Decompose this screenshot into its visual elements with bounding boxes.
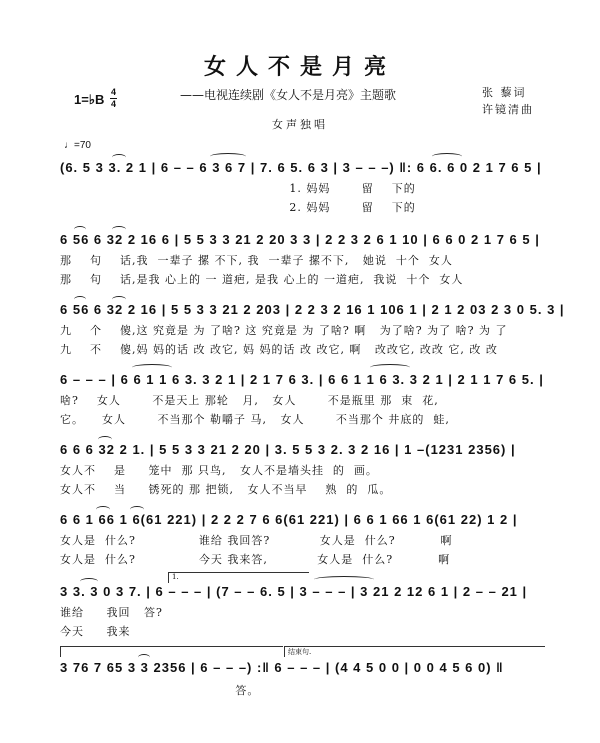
time-signature	[110, 88, 117, 109]
lyric-verse-1: 啥? 女人 不是天上 那轮 月, 女人 不是瓶里 那 束 花,	[60, 394, 439, 407]
tempo-marking: ♩=70	[64, 140, 91, 151]
time-denominator: 4	[110, 99, 116, 109]
notation-line: 3 3. 3 0 3 7. | 6 – – – | (7 – – 6. 5 | 3 – – – | 3 21 2 12 6 1 | 2 – – 21 |	[60, 584, 528, 599]
lyric-verse-1: 谁给 我回 答?	[60, 606, 163, 619]
song-subtitle: ——电视连续剧《女人不是月亮》主题歌	[180, 88, 397, 102]
slur	[370, 364, 410, 371]
repeat-bracket	[60, 646, 283, 657]
lyric-verse-2: 今天 我来	[60, 625, 131, 638]
lyric-verse-2: 女人不 当 锈死的 那 把锁, 女人不当早 熟 的 瓜。	[60, 483, 392, 496]
lyric-verse-2: 女人是 什么? 今天 我来答, 女人是 什么? 啊	[60, 553, 451, 566]
notation-line: 6 6 6 32 2 1. | 5 5 3 3 21 2 20 | 3. 5 5 3 2. 3 2 16 | 1 –(1231 2356) |	[60, 442, 516, 457]
notation-line: 6 56 6 32 2 16 | 5 5 3 3 21 2 203 | 2 2 3 2 16 1 106 1 | 2 1 2 03 2 3 0 5. 3 |	[60, 302, 565, 317]
lyric-verse-2: 九 不 傻,妈 妈的话 改 改它, 妈 妈的话 改 改它, 啊 改改它, 改改 它, 改 改	[60, 343, 498, 356]
composer-credit: 许镜清曲	[482, 103, 534, 116]
lyric-verse-1: 1. 妈妈 留 下的	[60, 182, 416, 195]
notation-line: 3 76 7 65 3 3 2356 | 6 – – –) :‖ 6 – – – | (4 4 5 0 0 | 0 0 4 5 6 0) ‖	[60, 660, 504, 675]
lyric-verse-2: 那 句 话,是我 心上的 一 道疤, 是我 心上的 一道疤, 我说 十个 女人	[60, 273, 464, 286]
slur	[314, 576, 374, 583]
lyric-verse-1: 那 句 话,我 一辈子 摞 不下, 我 一辈子 摞不下, 她说 十个 女人	[60, 254, 453, 267]
lyric-verse-2: 2. 妈妈 留 下的	[60, 201, 416, 214]
notation-line: 6 56 6 32 2 16 6 | 5 5 3 3 21 2 20 3 3 | 2 2 3 2 6 1 10 | 6 6 0 2 1 7 6 5 |	[60, 232, 540, 247]
ending-bracket	[284, 646, 545, 657]
slur	[210, 153, 246, 160]
ending-label: 结束句.	[288, 648, 312, 656]
lyric-verse-2: 它。 女人 不当那个 勒嚼子 马, 女人 不当那个 井底的 蛙,	[60, 413, 450, 426]
song-title: 女人不是月亮	[203, 54, 396, 80]
slur	[432, 153, 462, 160]
performance-type: 女声独唱	[272, 118, 328, 131]
key-signature: 1=♭B	[74, 92, 105, 107]
notation-line: (6. 5 3 3. 2 1 | 6 – – 6 3 6 7 | 7. 6 5. 6 3 | 3 – – –) ‖: 6 6. 6 0 2 1 7 6 5 |	[60, 160, 542, 175]
volta-bracket	[168, 572, 309, 583]
notation-line: 6 6 1 66 1 6(61 221) | 2 2 2 7 6 6(61 221) | 6 6 1 66 1 6(61 22) 1 2 |	[60, 512, 518, 527]
lyricist-credit: 张 藜词	[482, 86, 527, 99]
lyric-verse-1: 女人是 什么? 谁给 我回答? 女人是 什么? 啊	[60, 534, 453, 547]
volta-label: 1.	[172, 573, 179, 581]
lyric-verse-1: 答。	[60, 684, 260, 697]
time-numerator: 4	[110, 87, 116, 97]
slur	[132, 364, 172, 371]
lyric-verse-1: 女人不 是 笼中 那 只鸟, 女人不是墙头挂 的 画。	[60, 464, 378, 477]
lyric-verse-1: 九 个 傻,这 究竟是 为 了啥? 这 究竟是 为 了啥? 啊 为了啥? 为了 啥? 为 了	[60, 324, 508, 337]
notation-line: 6 – – – | 6 6 1 1 6 3. 3 2 1 | 2 1 7 6 3. | 6 6 1 1 6 3. 3 2 1 | 2 1 1 7 6 5. |	[60, 372, 544, 387]
